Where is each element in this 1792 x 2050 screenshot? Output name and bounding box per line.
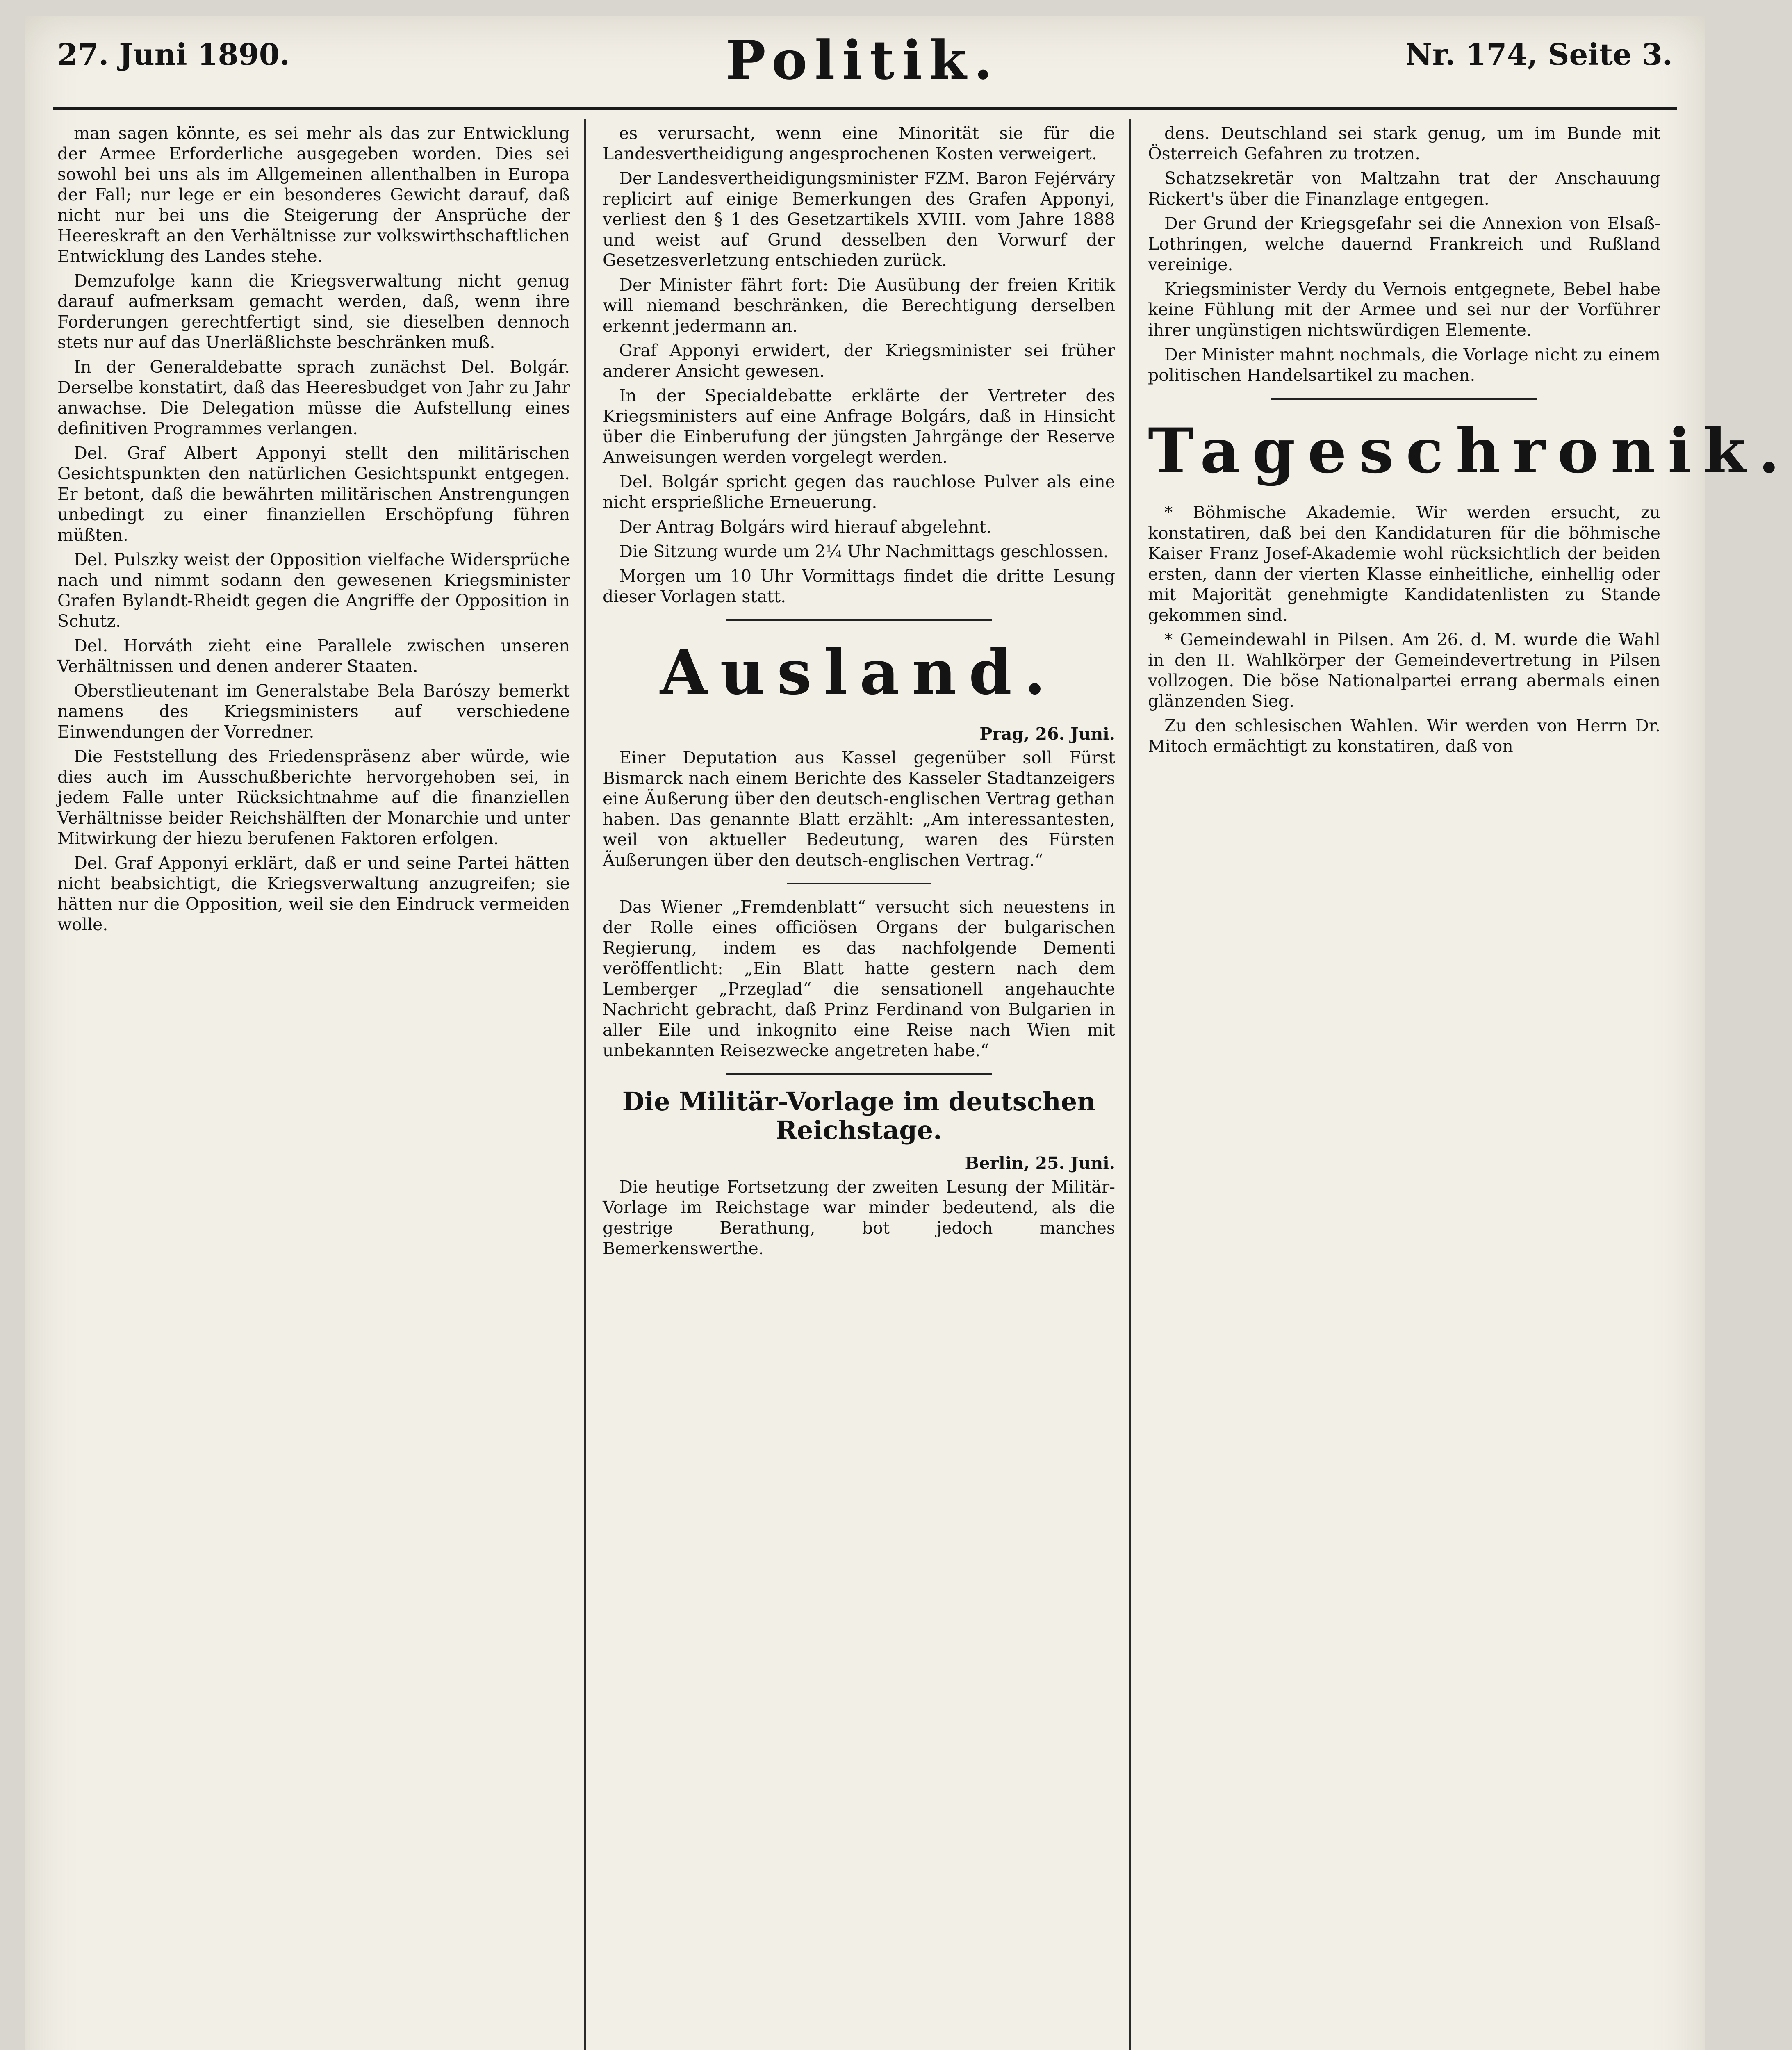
dateline: Berlin, 25. Juni. — [965, 1153, 1115, 1173]
article-paragraph: Die Sitzung wurde um 2¼ Uhr Nachmittags geschlossen. — [619, 542, 1109, 561]
article-paragraph: In der Specialdebatte erklärte der Vertreter des Kriegsministers auf eine Anfrage Bolgárs, daß in Hinsicht über die Einberufung der jüngsten Jahrgänge der Reserve Anweisungen werden vorgelegt werden. — [603, 386, 1115, 467]
article-paragraph: Demzufolge kann die Kriegsverwaltung nicht genug darauf aufmerksam gemacht werden, daß, wenn ihre Forderungen gerechtfertigt sind, sie dieselben dennoch stets nur auf das Unerläßlichste beschränken muß. — [57, 271, 570, 352]
article-paragraph: Die Feststellung des Friedenspräsenz aber würde, wie dies auch im Ausschußberichte hervorgehoben sei, in jedem Falle unter Rücksichtnahme auf die finanziellen Verhältnisse beider Reichshälften der Monarchie und unter Mitwirkung der hiezu berufenen Faktoren erfolgen. — [57, 747, 570, 848]
article-separator — [726, 1073, 992, 1075]
article-paragraph: Der Grund der Kriegsgefahr sei die Annexion von Elsaß-Lothringen, welche dauernd Frankreich und Rußland vereinige. — [1148, 214, 1660, 274]
article-paragraph: Oberstlieutenant im Generalstabe Bela Barószy bemerkt namens des Kriegsministers auf verschiedene Einwendungen der Vorredner. — [57, 681, 570, 742]
article-paragraph: Kriegsminister Verdy du Vernois entgegnete, Bebel habe keine Fühlung mit der Armee und sei nur der Vorführer ihrer ungünstigen nichtswürdigen Elemente. — [1148, 279, 1660, 340]
header-title: Politik. — [726, 29, 1000, 91]
article-paragraph: man sagen könnte, es sei mehr als das zur Entwicklung der Armee Erforderliche ausgegeben worden. Dies sei sowohl bei uns als im Allgemeinen allenthalben in Europa der Fall; nur lege er ein besonderes Gewicht darauf, daß nicht nur bei uns die Steigerung der Ansprüche der Heereskraft an den Verhältnisse zur volkswirthschaftlichen Entwicklung des Landes stehe. — [57, 123, 570, 266]
section-rule — [1271, 398, 1537, 400]
article-paragraph: Del. Horváth zieht eine Parallele zwischen unseren Verhältnissen und denen anderer Staaten. — [57, 636, 570, 676]
column-1 — [57, 123, 570, 2050]
article-paragraph: Das Wiener „Fremdenblatt“ versucht sich neuestens in der Rolle eines officiösen Organs der bulgarischen Regierung, indem es das nachfolgende Dementi veröffentlicht: „Ein Blatt hatte gestern nach dem Lemberger „Przeglad“ die sensationell angehauchte Nachricht gebracht, daß Prinz Ferdinand von Bulgarien in aller Eile und inkognito eine Reise nach Wien mit unbekannten Reisezwecke angetreten habe.“ — [603, 897, 1115, 1060]
article-paragraph: In der Generaldebatte sprach zunächst Del. Bolgár. Derselbe konstatirt, daß das Heeresbudget von Jahr zu Jahr anwachse. Die Delegation müsse die Aufstellung eines definitiven Programmes verlangen. — [57, 357, 570, 438]
article-separator — [787, 883, 931, 884]
article-paragraph: * Gemeindewahl in Pilsen. Am 26. d. M. wurde die Wahl in den II. Wahlkörper der Gemeindevertretung in Pilsen vollzogen. Die böse Nationalpartei errang abermals einen glänzenden Sieg. — [1148, 630, 1660, 711]
header-issue: Nr. 174, Seite 3. — [1405, 37, 1673, 72]
article-title-militaer: Die Militär-Vorlage im deutschen Reichstage. — [622, 1086, 1096, 1145]
article-paragraph: es verursacht, wenn eine Minorität sie für die Landesvertheidigung angesprochenen Kosten verweigert. — [603, 123, 1115, 164]
article-paragraph: Zu den schlesischen Wahlen. Wir werden von Herrn Dr. Mitoch ermächtigt zu konstatiren, daß von — [1148, 716, 1660, 756]
article-paragraph: Del. Graf Albert Apponyi stellt den militärischen Gesichtspunkten den natürlichen Gesichtspunkt entgegen. Er betont, daß die bewährten militärischen Anstrengungen unbedingt zu einer finanziellen Erschöpfung führen müßten. — [57, 443, 570, 545]
article-paragraph: Der Landesvertheidigungsminister FZM. Baron Fejérváry replicirt auf einige Bemerkungen des Grafen Apponyi, verliest den § 1 des Gesetzartikels XVIII. vom Jahre 1888 und weist auf Grund desselben den Vorwurf der Gesetzesverletzung entschieden zurück. — [603, 169, 1115, 270]
column-3 — [1148, 123, 1792, 2050]
column-2 — [603, 123, 1115, 2050]
article-paragraph: Schatzsekretär von Maltzahn trat der Anschauung Rickert's über die Finanzlage entgegen. — [1148, 169, 1660, 209]
article-paragraph: Der Minister mahnt nochmals, die Vorlage nicht zu einem politischen Handelsartikel zu machen. — [1148, 345, 1660, 385]
article-paragraph: Del. Graf Apponyi erklärt, daß er und seine Partei hätten nicht beabsichtigt, die Kriegsverwaltung anzugreifen; sie hätten nur die Opposition, weil sie den Eindruck vermeiden wolle. — [57, 853, 570, 934]
article-paragraph: Einer Deputation aus Kassel gegenüber soll Fürst Bismarck nach einem Berichte des Kasseler Stadtanzeigers eine Äußerung über den deutsch-englischen Vertrag gethan haben. Das genannte Blatt erzählt: „Am interessantesten, weil von aktueller Bedeutung, waren des Fürsten Äußerungen über den deutsch-englischen Vertrag.“ — [603, 748, 1115, 870]
section-title-tageschronik: Tageschronik. — [1148, 415, 1792, 487]
article-paragraph: Del. Bolgár spricht gegen das rauchlose Pulver als eine nicht ersprießliche Erneuerung. — [603, 472, 1115, 512]
article-paragraph: Morgen um 10 Uhr Vormittags findet die dritte Lesung dieser Vorlagen statt. — [603, 566, 1115, 606]
section-title-ausland: Ausland. — [660, 636, 1058, 708]
article-paragraph: Der Minister fährt fort: Die Ausübung der freien Kritik will niemand beschränken, die Berechtigung derselben erkennt jedermann an. — [603, 275, 1115, 336]
header-date: 27. Juni 1890. — [57, 37, 290, 72]
column-divider — [584, 119, 586, 2050]
section-rule — [726, 619, 992, 621]
article-paragraph: dens. Deutschland sei stark genug, um im Bunde mit Österreich Gefahren zu trotzen. — [1148, 123, 1660, 164]
dateline: Prag, 26. Juni. — [979, 724, 1115, 744]
article-paragraph: Del. Pulszky weist der Opposition vielfache Widersprüche nach und nimmt sodann den gewesenen Kriegsminister Grafen Bylandt-Rheidt gegen die Angriffe der Opposition in Schutz. — [57, 550, 570, 631]
article-paragraph: Die heutige Fortsetzung der zweiten Lesung der Militär-Vorlage im Reichstage war minder bedeutend, als die gestrige Berathung, bot jedoch manches Bemerkenswerthe. — [603, 1177, 1115, 1258]
column-divider — [1129, 119, 1131, 2050]
article-paragraph: * Böhmische Akademie. Wir werden ersucht, zu konstatiren, daß bei den Kandidaturen für die böhmische Kaiser Franz Josef-Akademie wohl rücksichtlich der beiden ersten, dann der vierten Klasse einheitliche, einhellig oder mit Majorität genehmigte Kandidatenlisten zu Stande gekommen sind. — [1148, 503, 1660, 625]
header-rule — [53, 107, 1677, 110]
article-paragraph: Graf Apponyi erwidert, der Kriegsminister sei früher anderer Ansicht gewesen. — [603, 341, 1115, 381]
article-paragraph: Der Antrag Bolgárs wird hierauf abgelehnt. — [619, 517, 992, 537]
newspaper-page — [25, 16, 1792, 2050]
page-header — [53, 29, 1677, 98]
